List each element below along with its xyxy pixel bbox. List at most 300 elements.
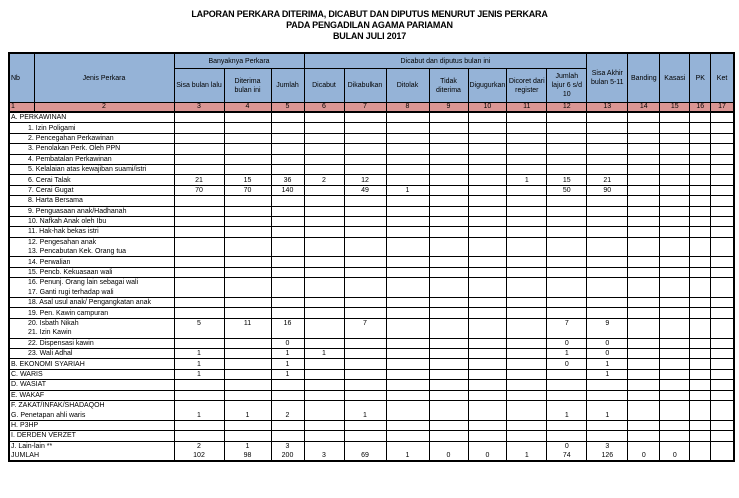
cell-col-11 xyxy=(507,247,547,257)
cell-col-11 xyxy=(507,216,547,226)
cell-col-9 xyxy=(429,410,468,420)
cell-col-11 xyxy=(507,267,547,277)
column-number: 1 xyxy=(9,103,34,113)
cell-col-7 xyxy=(344,216,386,226)
cell-col-3 xyxy=(174,227,224,237)
cell-col-15 xyxy=(660,247,690,257)
cell-col-10 xyxy=(468,359,507,369)
row-label: 12. Pengesahan anak xyxy=(9,237,174,247)
cell-col-16 xyxy=(690,144,711,154)
cell-col-11 xyxy=(507,420,547,430)
cell-col-9 xyxy=(429,175,468,185)
table-row xyxy=(9,359,734,369)
cell-col-14 xyxy=(628,175,660,185)
cell-col-16 xyxy=(690,247,711,257)
cell-col-12 xyxy=(547,420,587,430)
cell-col-11 xyxy=(507,298,547,308)
cell-col-4 xyxy=(224,112,271,123)
cell-col-6 xyxy=(304,123,344,133)
cell-col-5 xyxy=(271,431,304,441)
cell-col-7: 12 xyxy=(344,175,386,185)
cell-col-9 xyxy=(429,237,468,247)
cell-col-16 xyxy=(690,133,711,143)
cell-col-8 xyxy=(386,348,429,358)
cell-col-17 xyxy=(711,318,734,328)
cell-col-13 xyxy=(587,328,628,338)
cell-col-10 xyxy=(468,441,507,451)
cell-col-13: 90 xyxy=(587,185,628,195)
cell-col-9 xyxy=(429,257,468,267)
cell-col-13: 126 xyxy=(587,451,628,461)
row-label: 8. Harta Bersama xyxy=(9,196,174,206)
row-label: 1. Izin Poligami xyxy=(9,123,174,133)
cell-col-11 xyxy=(507,196,547,206)
cell-col-3 xyxy=(174,431,224,441)
cell-col-16 xyxy=(690,400,711,410)
cell-col-9 xyxy=(429,369,468,379)
cell-col-7 xyxy=(344,133,386,143)
report-title: LAPORAN PERKARA DITERIMA, DICABUT DAN DIPUTUS MENURUT JENIS PERKARA xyxy=(191,9,548,19)
cell-col-17 xyxy=(711,288,734,298)
cell-col-13 xyxy=(587,298,628,308)
column-number: 3 xyxy=(174,103,224,113)
cell-col-11 xyxy=(507,206,547,216)
row-label: 3. Penolakan Perk. Oleh PPN xyxy=(9,144,174,154)
column-number: 12 xyxy=(547,103,587,113)
cell-col-7 xyxy=(344,298,386,308)
cell-col-5 xyxy=(271,144,304,154)
cell-col-12 xyxy=(547,257,587,267)
header-kasasi: Kasasi xyxy=(660,53,690,103)
cell-col-4 xyxy=(224,348,271,358)
cell-col-4: 1 xyxy=(224,441,271,451)
cell-col-5: 1 xyxy=(271,348,304,358)
cell-col-7 xyxy=(344,420,386,430)
row-label: 18. Asal usul anak/ Pengangkatan anak xyxy=(9,298,174,308)
cell-col-11 xyxy=(507,112,547,123)
cell-col-7 xyxy=(344,154,386,164)
cell-col-4 xyxy=(224,196,271,206)
cell-col-16 xyxy=(690,216,711,226)
cell-col-5 xyxy=(271,247,304,257)
cell-col-14 xyxy=(628,318,660,328)
cell-col-13 xyxy=(587,390,628,400)
cell-col-11 xyxy=(507,185,547,195)
row-label: C. WARIS xyxy=(9,369,174,379)
cell-col-5: 0 xyxy=(271,338,304,348)
cell-col-3: 1 xyxy=(174,359,224,369)
cell-col-13 xyxy=(587,257,628,267)
cell-col-16 xyxy=(690,196,711,206)
cell-col-14 xyxy=(628,348,660,358)
cell-col-6 xyxy=(304,308,344,318)
cell-col-9 xyxy=(429,348,468,358)
cell-col-13 xyxy=(587,237,628,247)
cell-col-5: 36 xyxy=(271,175,304,185)
cell-col-7 xyxy=(344,123,386,133)
cell-col-16 xyxy=(690,267,711,277)
cell-col-14 xyxy=(628,247,660,257)
header-col-11: Dicoret dari register xyxy=(507,69,547,103)
cell-col-4 xyxy=(224,359,271,369)
cell-col-4 xyxy=(224,400,271,410)
cell-col-17 xyxy=(711,369,734,379)
cell-col-6 xyxy=(304,431,344,441)
cell-col-16 xyxy=(690,380,711,390)
row-label: 21. Izin Kawin xyxy=(9,328,174,338)
row-label: I. DERDEN VERZET xyxy=(9,431,174,441)
header-nb: Nb xyxy=(9,53,34,103)
cell-col-13 xyxy=(587,216,628,226)
cell-col-3 xyxy=(174,278,224,288)
cell-col-8 xyxy=(386,308,429,318)
cell-col-10 xyxy=(468,247,507,257)
row-label: 7. Cerai Gugat xyxy=(9,185,174,195)
cell-col-8 xyxy=(386,431,429,441)
table-row xyxy=(9,431,734,441)
column-number: 4 xyxy=(224,103,271,113)
column-number: 14 xyxy=(628,103,660,113)
cell-col-3 xyxy=(174,237,224,247)
cell-col-11 xyxy=(507,410,547,420)
cell-col-15 xyxy=(660,237,690,247)
row-label: J. Lain-lain ** xyxy=(9,441,174,451)
cell-col-15 xyxy=(660,431,690,441)
cell-col-10 xyxy=(468,369,507,379)
cell-col-7 xyxy=(344,431,386,441)
column-number: 11 xyxy=(507,103,547,113)
cell-col-10 xyxy=(468,144,507,154)
cell-col-11 xyxy=(507,133,547,143)
cell-col-8 xyxy=(386,298,429,308)
cell-col-13 xyxy=(587,206,628,216)
cell-col-12 xyxy=(547,164,587,174)
cell-col-4: 15 xyxy=(224,175,271,185)
cell-col-7 xyxy=(344,390,386,400)
cell-col-8 xyxy=(386,441,429,451)
cell-col-12 xyxy=(547,247,587,257)
cell-col-13: 1 xyxy=(587,359,628,369)
table-row xyxy=(9,267,734,277)
cell-col-3 xyxy=(174,298,224,308)
cell-col-12: 1 xyxy=(547,410,587,420)
cell-col-12 xyxy=(547,400,587,410)
cell-col-10 xyxy=(468,227,507,237)
cell-col-11 xyxy=(507,380,547,390)
cell-col-15 xyxy=(660,164,690,174)
cell-col-7 xyxy=(344,348,386,358)
cell-col-11 xyxy=(507,308,547,318)
cell-col-3 xyxy=(174,206,224,216)
cell-col-5 xyxy=(271,400,304,410)
table-row xyxy=(9,133,734,143)
cell-col-9 xyxy=(429,112,468,123)
cell-col-4 xyxy=(224,298,271,308)
cell-col-3 xyxy=(174,420,224,430)
cell-col-4 xyxy=(224,206,271,216)
cell-col-7 xyxy=(344,237,386,247)
cell-col-5 xyxy=(271,328,304,338)
cell-col-9 xyxy=(429,338,468,348)
cell-col-14 xyxy=(628,216,660,226)
cell-col-14 xyxy=(628,267,660,277)
cell-col-16 xyxy=(690,390,711,400)
cell-col-11 xyxy=(507,441,547,451)
cell-col-8 xyxy=(386,288,429,298)
cell-col-6 xyxy=(304,380,344,390)
cell-col-5 xyxy=(271,154,304,164)
cell-col-9 xyxy=(429,298,468,308)
cell-col-5: 1 xyxy=(271,369,304,379)
cell-col-17 xyxy=(711,123,734,133)
cell-col-10 xyxy=(468,112,507,123)
cell-col-10: 0 xyxy=(468,451,507,461)
column-number: 16 xyxy=(690,103,711,113)
cell-col-6 xyxy=(304,196,344,206)
cell-col-10 xyxy=(468,298,507,308)
cell-col-13 xyxy=(587,400,628,410)
cell-col-11 xyxy=(507,369,547,379)
cell-col-5 xyxy=(271,196,304,206)
cell-col-15 xyxy=(660,206,690,216)
cell-col-6 xyxy=(304,154,344,164)
cell-col-16 xyxy=(690,112,711,123)
table-row xyxy=(9,175,734,185)
table-row xyxy=(9,206,734,216)
column-number: 10 xyxy=(468,103,507,113)
cell-col-9 xyxy=(429,318,468,328)
cell-col-17 xyxy=(711,410,734,420)
cell-col-9 xyxy=(429,308,468,318)
cell-col-9 xyxy=(429,227,468,237)
cell-col-9 xyxy=(429,247,468,257)
table-row xyxy=(9,410,734,420)
column-number: 15 xyxy=(660,103,690,113)
column-number: 6 xyxy=(304,103,344,113)
cell-col-10 xyxy=(468,175,507,185)
cell-col-11 xyxy=(507,237,547,247)
cell-col-6 xyxy=(304,112,344,123)
cell-col-16 xyxy=(690,206,711,216)
cell-col-17 xyxy=(711,227,734,237)
cell-col-6 xyxy=(304,390,344,400)
cell-col-11 xyxy=(507,278,547,288)
cell-col-5: 1 xyxy=(271,359,304,369)
cell-col-5 xyxy=(271,257,304,267)
cell-col-3 xyxy=(174,112,224,123)
cell-col-12 xyxy=(547,123,587,133)
cell-col-8 xyxy=(386,267,429,277)
cell-col-14 xyxy=(628,420,660,430)
header-col-3: Sisa bulan lalu xyxy=(174,69,224,103)
cell-col-4 xyxy=(224,369,271,379)
cell-col-13 xyxy=(587,431,628,441)
cell-col-4: 70 xyxy=(224,185,271,195)
cell-col-3: 21 xyxy=(174,175,224,185)
cell-col-10 xyxy=(468,278,507,288)
cell-col-4: 11 xyxy=(224,318,271,328)
cell-col-11 xyxy=(507,400,547,410)
cell-col-12: 15 xyxy=(547,175,587,185)
cell-col-3: 5 xyxy=(174,318,224,328)
cell-col-11 xyxy=(507,123,547,133)
cell-col-14 xyxy=(628,338,660,348)
cell-col-4 xyxy=(224,420,271,430)
cell-col-5 xyxy=(271,164,304,174)
cell-col-16 xyxy=(690,338,711,348)
cell-col-6 xyxy=(304,267,344,277)
cell-col-13: 1 xyxy=(587,410,628,420)
cell-col-16 xyxy=(690,420,711,430)
cell-col-12: 0 xyxy=(547,359,587,369)
cell-col-15 xyxy=(660,318,690,328)
cell-col-17 xyxy=(711,338,734,348)
cell-col-6 xyxy=(304,206,344,216)
cell-col-5: 3 xyxy=(271,441,304,451)
cell-col-15 xyxy=(660,123,690,133)
cell-col-14 xyxy=(628,227,660,237)
cell-col-16 xyxy=(690,410,711,420)
cell-col-3 xyxy=(174,154,224,164)
cell-col-12 xyxy=(547,308,587,318)
cell-col-17 xyxy=(711,257,734,267)
cell-col-11 xyxy=(507,288,547,298)
cell-col-3 xyxy=(174,328,224,338)
cell-col-8 xyxy=(386,420,429,430)
cell-col-12 xyxy=(547,206,587,216)
cell-col-10 xyxy=(468,431,507,441)
cell-col-10 xyxy=(468,380,507,390)
cell-col-16 xyxy=(690,359,711,369)
cell-col-6 xyxy=(304,164,344,174)
cell-col-3 xyxy=(174,390,224,400)
cell-col-17 xyxy=(711,216,734,226)
cell-col-9 xyxy=(429,123,468,133)
header-pk: PK xyxy=(690,53,711,103)
cell-col-16 xyxy=(690,431,711,441)
table-row xyxy=(9,308,734,318)
cell-col-4 xyxy=(224,328,271,338)
cell-col-9 xyxy=(429,267,468,277)
cell-col-17 xyxy=(711,380,734,390)
row-label: 4. Pembatalan Perkawinan xyxy=(9,154,174,164)
cell-col-15 xyxy=(660,267,690,277)
cell-col-17 xyxy=(711,278,734,288)
cell-col-14 xyxy=(628,431,660,441)
cell-col-10 xyxy=(468,123,507,133)
cell-col-11 xyxy=(507,348,547,358)
cell-col-7 xyxy=(344,112,386,123)
cell-col-14 xyxy=(628,441,660,451)
cell-col-17 xyxy=(711,348,734,358)
table-row xyxy=(9,227,734,237)
row-label: 11. Hak-hak bekas istri xyxy=(9,227,174,237)
cell-col-15 xyxy=(660,410,690,420)
table-row xyxy=(9,390,734,400)
table-row xyxy=(9,369,734,379)
cell-col-9 xyxy=(429,390,468,400)
cell-col-7: 49 xyxy=(344,185,386,195)
cell-col-14 xyxy=(628,328,660,338)
cell-col-4 xyxy=(224,338,271,348)
cell-col-14 xyxy=(628,298,660,308)
cell-col-14 xyxy=(628,380,660,390)
cell-col-7 xyxy=(344,359,386,369)
cell-col-6 xyxy=(304,144,344,154)
cell-col-13: 3 xyxy=(587,441,628,451)
cell-col-15 xyxy=(660,420,690,430)
cell-col-17 xyxy=(711,451,734,461)
cell-col-10 xyxy=(468,237,507,247)
cell-col-4 xyxy=(224,164,271,174)
cell-col-5 xyxy=(271,380,304,390)
cell-col-10 xyxy=(468,216,507,226)
table-row xyxy=(9,328,734,338)
cell-col-6 xyxy=(304,359,344,369)
cell-col-10 xyxy=(468,196,507,206)
table-row xyxy=(9,144,734,154)
cell-col-6 xyxy=(304,328,344,338)
cell-col-10 xyxy=(468,390,507,400)
cell-col-5: 16 xyxy=(271,318,304,328)
cell-col-6 xyxy=(304,278,344,288)
cell-col-6 xyxy=(304,257,344,267)
table-row xyxy=(9,123,734,133)
cell-col-13 xyxy=(587,133,628,143)
cell-col-5 xyxy=(271,278,304,288)
cell-col-13: 0 xyxy=(587,338,628,348)
cell-col-3: 102 xyxy=(174,451,224,461)
cell-col-5 xyxy=(271,420,304,430)
cell-col-15 xyxy=(660,380,690,390)
cell-col-6 xyxy=(304,216,344,226)
cell-col-14 xyxy=(628,278,660,288)
table-row xyxy=(9,154,734,164)
cell-col-9 xyxy=(429,431,468,441)
cell-col-3: 2 xyxy=(174,441,224,451)
table-row xyxy=(9,237,734,247)
table-row xyxy=(9,400,734,410)
cell-col-5 xyxy=(271,123,304,133)
cell-col-14 xyxy=(628,359,660,369)
cell-col-10 xyxy=(468,348,507,358)
cell-col-15 xyxy=(660,328,690,338)
cell-col-17 xyxy=(711,267,734,277)
cell-col-4 xyxy=(224,216,271,226)
table-row xyxy=(9,338,734,348)
cell-col-6 xyxy=(304,318,344,328)
cell-col-6 xyxy=(304,441,344,451)
cell-col-16 xyxy=(690,164,711,174)
cell-col-16 xyxy=(690,175,711,185)
cell-col-12 xyxy=(547,328,587,338)
row-label: D. WASIAT xyxy=(9,380,174,390)
cell-col-10 xyxy=(468,206,507,216)
cell-col-8 xyxy=(386,410,429,420)
header-col-9: Tidak diterima xyxy=(429,69,468,103)
cell-col-3 xyxy=(174,400,224,410)
report-subtitle: PADA PENGADILAN AGAMA PARIAMAN xyxy=(286,20,453,30)
cell-col-10 xyxy=(468,288,507,298)
cell-col-8 xyxy=(386,227,429,237)
row-label: 23. Wali Adhal xyxy=(9,348,174,358)
cell-col-13 xyxy=(587,380,628,390)
cell-col-15 xyxy=(660,441,690,451)
cell-col-7: 1 xyxy=(344,410,386,420)
cell-col-4: 1 xyxy=(224,410,271,420)
table-row xyxy=(9,420,734,430)
cell-col-15 xyxy=(660,288,690,298)
